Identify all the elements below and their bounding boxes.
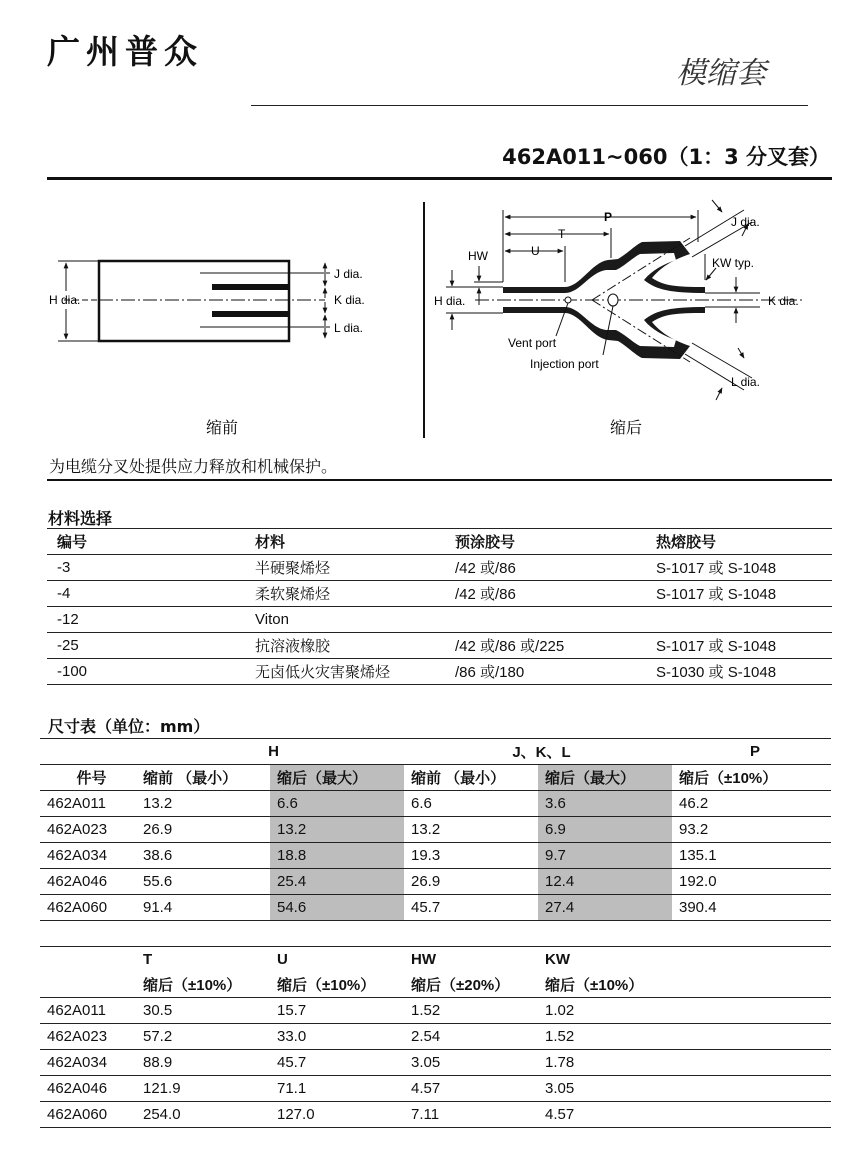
part-number: 462A023 bbox=[40, 1024, 136, 1050]
label-h-dia: H dia. bbox=[49, 293, 81, 307]
label-hw: HW bbox=[468, 249, 488, 263]
group-header-row bbox=[40, 947, 831, 973]
group-t: T bbox=[143, 951, 153, 968]
table-row bbox=[47, 633, 832, 659]
label-l-dia: L dia. bbox=[334, 321, 363, 335]
before-shrink-diagram bbox=[49, 261, 365, 437]
part-number: 462A046 bbox=[40, 1076, 136, 1102]
caption-after: 缩后 bbox=[610, 420, 643, 437]
part-number: 462A060 bbox=[40, 895, 136, 921]
part-number-header: 件号 bbox=[40, 765, 136, 791]
cell: 54.6 bbox=[270, 895, 404, 921]
label-j-dia: J dia. bbox=[334, 267, 363, 281]
part-number: 462A011 bbox=[40, 791, 136, 817]
cell: S-1017 或 S-1048 bbox=[646, 555, 832, 581]
group-p: P bbox=[749, 743, 760, 760]
table-row bbox=[40, 1102, 831, 1128]
cell: -4 bbox=[47, 581, 245, 607]
cell: 13.2 bbox=[404, 817, 538, 843]
sub-header: 缩前 （最小） bbox=[136, 765, 270, 791]
sub-header-row bbox=[40, 765, 831, 791]
label-injection-port: Injection port bbox=[530, 357, 599, 371]
table-row bbox=[40, 1076, 831, 1102]
cell: /42 或/86 或/225 bbox=[445, 633, 646, 659]
cell: /86 或/180 bbox=[445, 659, 646, 685]
cell: 127.0 bbox=[270, 1102, 404, 1128]
table-row bbox=[40, 1024, 831, 1050]
cell: 30.5 bbox=[136, 998, 270, 1024]
table-row bbox=[47, 607, 832, 633]
label-p: P bbox=[604, 210, 613, 224]
cell bbox=[646, 607, 832, 633]
part-number: 462A034 bbox=[40, 1050, 136, 1076]
caption-before: 缩前 bbox=[206, 420, 239, 437]
sub-header: 缩后（最大） bbox=[270, 765, 404, 791]
page-title: 462A011~060（1：3 分叉套） bbox=[502, 145, 830, 169]
product-description: 为电缆分叉处提供应力释放和机械保护。 bbox=[49, 457, 338, 476]
sub-header: 缩后（最大） bbox=[538, 765, 672, 791]
injection-port-marker bbox=[608, 294, 618, 306]
cell: 45.7 bbox=[270, 1050, 404, 1076]
part-number: 462A011 bbox=[40, 998, 136, 1024]
cell: 46.2 bbox=[672, 791, 831, 817]
cell: 柔软聚烯烃 bbox=[245, 581, 445, 607]
cell: 无卤低火灾害聚烯烃 bbox=[245, 659, 445, 685]
group-u: U bbox=[277, 951, 288, 968]
cell: 4.57 bbox=[404, 1076, 538, 1102]
cell: 13.2 bbox=[270, 817, 404, 843]
label-t: T bbox=[558, 227, 566, 241]
brand-name: 广州普众 bbox=[47, 32, 203, 71]
after-shrink-diagram bbox=[434, 200, 805, 437]
cell: /42 或/86 bbox=[445, 555, 646, 581]
cell: 93.2 bbox=[672, 817, 831, 843]
title-rule bbox=[47, 177, 832, 180]
cell: 192.0 bbox=[672, 869, 831, 895]
table-row bbox=[40, 843, 831, 869]
table-row bbox=[47, 581, 832, 607]
cell: 抗溶液橡胶 bbox=[245, 633, 445, 659]
table-row bbox=[40, 895, 831, 921]
cell: 13.2 bbox=[136, 791, 270, 817]
cell: 3.6 bbox=[538, 791, 672, 817]
label-kw-typ: KW typ. bbox=[712, 256, 755, 270]
materials-header-row bbox=[47, 529, 832, 555]
part-number: 462A046 bbox=[40, 869, 136, 895]
cell: 12.4 bbox=[538, 869, 672, 895]
sub-header-row bbox=[40, 972, 831, 998]
table-row bbox=[40, 817, 831, 843]
label-j-dia: J dia. bbox=[731, 215, 760, 229]
cell: 390.4 bbox=[672, 895, 831, 921]
cell bbox=[445, 607, 646, 633]
col-header: 材料 bbox=[245, 529, 445, 555]
vent-port-marker bbox=[565, 297, 571, 303]
cell: S-1017 或 S-1048 bbox=[646, 633, 832, 659]
cell: 15.7 bbox=[270, 998, 404, 1024]
cell: -100 bbox=[47, 659, 245, 685]
cell: 3.05 bbox=[404, 1050, 538, 1076]
sub-header: 缩后（±20%） bbox=[404, 972, 538, 998]
cell: 71.1 bbox=[270, 1076, 404, 1102]
label-l-dia: L dia. bbox=[731, 375, 760, 389]
col-header: 预涂胶号 bbox=[445, 529, 646, 555]
group-h: H bbox=[268, 743, 279, 760]
table-row bbox=[40, 791, 831, 817]
materials-title: 材料选择 bbox=[48, 509, 113, 528]
cell: S-1030 或 S-1048 bbox=[646, 659, 832, 685]
cell: -3 bbox=[47, 555, 245, 581]
table-row bbox=[47, 555, 832, 581]
cell: 1.02 bbox=[538, 998, 672, 1024]
cell: 9.7 bbox=[538, 843, 672, 869]
group-hw: HW bbox=[411, 951, 436, 968]
cell: 91.4 bbox=[136, 895, 270, 921]
cell: 半硬聚烯烃 bbox=[245, 555, 445, 581]
dimensions-table-2 bbox=[40, 946, 831, 1128]
cell: 27.4 bbox=[538, 895, 672, 921]
part-number: 462A023 bbox=[40, 817, 136, 843]
label-h-dia: H dia. bbox=[434, 294, 466, 308]
table-row bbox=[40, 1050, 831, 1076]
sub-header: 缩前 （最小） bbox=[404, 765, 538, 791]
cell: 1.52 bbox=[538, 1024, 672, 1050]
table-row bbox=[40, 869, 831, 895]
cell: /42 或/86 bbox=[445, 581, 646, 607]
label-vent-port: Vent port bbox=[508, 336, 557, 350]
cell: S-1017 或 S-1048 bbox=[646, 581, 832, 607]
part-number: 462A060 bbox=[40, 1102, 136, 1128]
label-u: U bbox=[531, 244, 540, 258]
sub-header: 缩后（±10%） bbox=[538, 972, 672, 998]
sub-header: 缩后（±10%） bbox=[270, 972, 404, 998]
cell: 45.7 bbox=[404, 895, 538, 921]
cell: 1.78 bbox=[538, 1050, 672, 1076]
sub-header: 缩后（±10%） bbox=[672, 765, 831, 791]
cell: -25 bbox=[47, 633, 245, 659]
label-k-dia: K dia. bbox=[334, 293, 365, 307]
cell: Viton bbox=[245, 607, 445, 633]
group-jkl: J、K、L bbox=[512, 744, 571, 761]
cell: 26.9 bbox=[136, 817, 270, 843]
cell: 6.6 bbox=[404, 791, 538, 817]
cell: 3.05 bbox=[538, 1076, 672, 1102]
cell: 7.11 bbox=[404, 1102, 538, 1128]
table-row bbox=[40, 998, 831, 1024]
col-header: 热熔胶号 bbox=[646, 529, 832, 555]
materials-table bbox=[47, 528, 832, 685]
cell: 6.6 bbox=[270, 791, 404, 817]
group-kw: KW bbox=[545, 951, 570, 968]
cell: 2.54 bbox=[404, 1024, 538, 1050]
diagram-area bbox=[0, 190, 867, 445]
header-divider bbox=[251, 105, 808, 106]
label-k-dia: K dia. bbox=[768, 294, 799, 308]
cell: -12 bbox=[47, 607, 245, 633]
cell: 135.1 bbox=[672, 843, 831, 869]
cell: 121.9 bbox=[136, 1076, 270, 1102]
cell: 1.52 bbox=[404, 998, 538, 1024]
part-number: 462A034 bbox=[40, 843, 136, 869]
product-category: 模缩套 bbox=[676, 56, 766, 91]
cell: 26.9 bbox=[404, 869, 538, 895]
cell: 254.0 bbox=[136, 1102, 270, 1128]
sub-header: 缩后（±10%） bbox=[136, 972, 270, 998]
cell: 88.9 bbox=[136, 1050, 270, 1076]
cell: 6.9 bbox=[538, 817, 672, 843]
description-rule bbox=[47, 479, 832, 481]
group-header-row bbox=[40, 739, 831, 765]
table-row bbox=[47, 659, 832, 685]
dimensions-table-1 bbox=[40, 738, 831, 921]
cell: 55.6 bbox=[136, 869, 270, 895]
cell: 33.0 bbox=[270, 1024, 404, 1050]
cell: 4.57 bbox=[538, 1102, 672, 1128]
cell: 25.4 bbox=[270, 869, 404, 895]
cell: 38.6 bbox=[136, 843, 270, 869]
col-header: 编号 bbox=[47, 529, 245, 555]
cell: 18.8 bbox=[270, 843, 404, 869]
cell: 19.3 bbox=[404, 843, 538, 869]
dimensions-title: 尺寸表（单位：mm） bbox=[48, 717, 210, 736]
cell: 57.2 bbox=[136, 1024, 270, 1050]
